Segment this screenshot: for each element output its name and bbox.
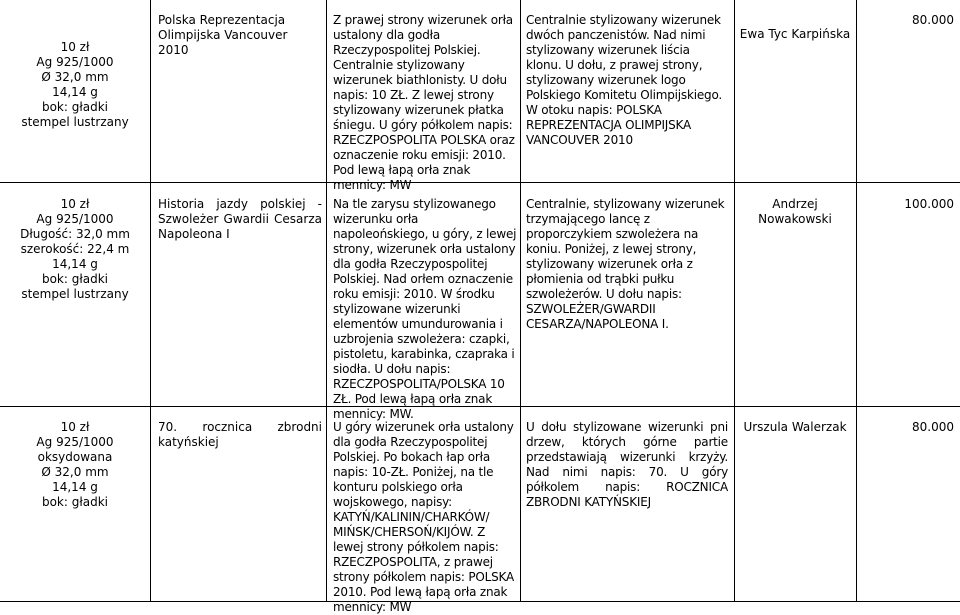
param-line: 14,14 g bbox=[52, 85, 98, 99]
param-line: 10 zł bbox=[60, 420, 90, 434]
param-line: szerokość: 22,4 m bbox=[20, 242, 130, 256]
mintage-cell: 80.000 bbox=[912, 420, 954, 434]
param-line: bok: gładki bbox=[41, 272, 109, 286]
obverse-description-cell: Z prawej strony wizerunek orła ustalony dla godła Rzeczypospolitej Polskiej. Centralnie stylizowany wizerunek biathlonisty. U dołu napis: 10 ZŁ. Z lewej strony stylizowany wizerunek płatka śniegu. U góry półkolem napis: RZECZPOSPOLITA POLSKA oraz oznaczenie roku emisji: 2010. Pod lewą łapą orła znak mennicy: MW bbox=[333, 13, 515, 192]
column-divider bbox=[150, 0, 151, 602]
param-line: stempel lustrzany bbox=[21, 287, 129, 301]
param-line: oksydowana bbox=[37, 450, 113, 464]
param-line: 10 zł bbox=[60, 40, 90, 54]
param-line: 10 zł bbox=[60, 197, 90, 211]
column-divider bbox=[326, 0, 327, 602]
param-line: bok: gładki bbox=[41, 495, 109, 509]
coin-params-cell bbox=[4, 40, 146, 130]
coin-params-cell bbox=[4, 420, 146, 510]
mintage-cell: 80.000 bbox=[912, 13, 954, 27]
reverse-description-cell: U dołu stylizowane wizerunki pni drzew, których górne partie przedstawiają wizerunki krzyży. Nad nimi napis: 70. U góry półkolem napis: ROCZNICA ZBRODNI KATYŃSKIEJ bbox=[526, 420, 728, 509]
column-divider bbox=[520, 0, 521, 602]
reverse-description-cell: Centralnie, stylizowany wizerunek trzymającego lancę z proporczykiem szwoleżera na koniu. Poniżej, z lewej strony, stylizowany wizerunek orła z płomienia od trąbki pułku szwoleżerów. U dołu napis: SZWOLEŻER/GWARDII CESARZA/NAPOLEONA I. bbox=[526, 197, 725, 331]
coin-name-cell: Historia jazdy polskiej - Szwoleżer Gwardii Cesarza Napoleona I bbox=[158, 197, 322, 241]
param-line: Ag 925/1000 bbox=[36, 212, 114, 226]
obverse-description-cell: Na tle zarysu stylizowanego wizerunku orła napoleońskiego, u góry, z lewej strony, wizerunek orła ustalony dla godła Rzeczypospolitej Polskiej. Nad orłem oznaczenie roku emisji: 2010. W środku stylizowane wizerunki elementów umundurowania i uzbrojenia szwoleżera: czapki, pistoletu, karabinka, czapraka i siodła. U dołu napis: RZECZPOSPOLITA/POLSKA 10 ZŁ. Pod lewą łapą orła znak mennicy: MW. bbox=[333, 197, 517, 421]
designer-cell: Andrzej Nowakowski bbox=[758, 197, 832, 226]
param-line: bok: gładki bbox=[41, 100, 109, 114]
designer-cell: Ewa Tyc Karpińska bbox=[739, 27, 851, 41]
param-line: 14,14 g bbox=[52, 480, 98, 494]
param-line: stempel lustrzany bbox=[21, 115, 129, 129]
param-line: Ag 925/1000 bbox=[36, 435, 114, 449]
column-divider bbox=[734, 0, 735, 602]
coin-name-cell: Polska Reprezentacja Olimpijska Vancouver 2010 bbox=[158, 13, 288, 57]
param-line: 14,14 g bbox=[52, 257, 98, 271]
reverse-description-cell: Centralnie stylizowany wizerunek dwóch panczenistów. Nad nimi stylizowany wizerunek liścia klonu. U dołu, z prawej strony, stylizowany wizerunek logo Polskiego Komitetu Olimpijskiego. W otoku napis: POLSKA REPREZENTACJA OLIMPIJSKA VANCOUVER 2010 bbox=[526, 13, 722, 147]
obverse-description-cell: U góry wizerunek orła ustalony dla godła Rzeczypospolitej Polskiej. Po bokach łap orła napis: 10-ZŁ. Poniżej, na tle konturu polskiego orła wojskowego, napisy: KATYŃ/KALININ/CHARKÓW/ MIŃSK/CHERSOŃ/KIJÓW. Z lewej strony półkolem napis: RZECZPOSPOLITA, z prawej strony półkolem napis: POLSKA 2010. Pod lewą łapą orła znak mennicy: MW bbox=[333, 420, 515, 614]
param-line: Ag 925/1000 bbox=[36, 55, 114, 69]
param-line: Ø 32,0 mm bbox=[41, 465, 109, 479]
mintage-cell: 100.000 bbox=[904, 197, 954, 211]
coin-params-cell bbox=[4, 197, 146, 302]
param-line: Ø 32,0 mm bbox=[41, 70, 109, 84]
column-divider bbox=[856, 0, 857, 602]
designer-cell: Urszula Walerzak bbox=[743, 420, 847, 434]
coin-name-cell: 70. rocznica zbrodni katyńskiej bbox=[158, 420, 322, 449]
param-line: Długość: 32,0 mm bbox=[20, 227, 130, 241]
